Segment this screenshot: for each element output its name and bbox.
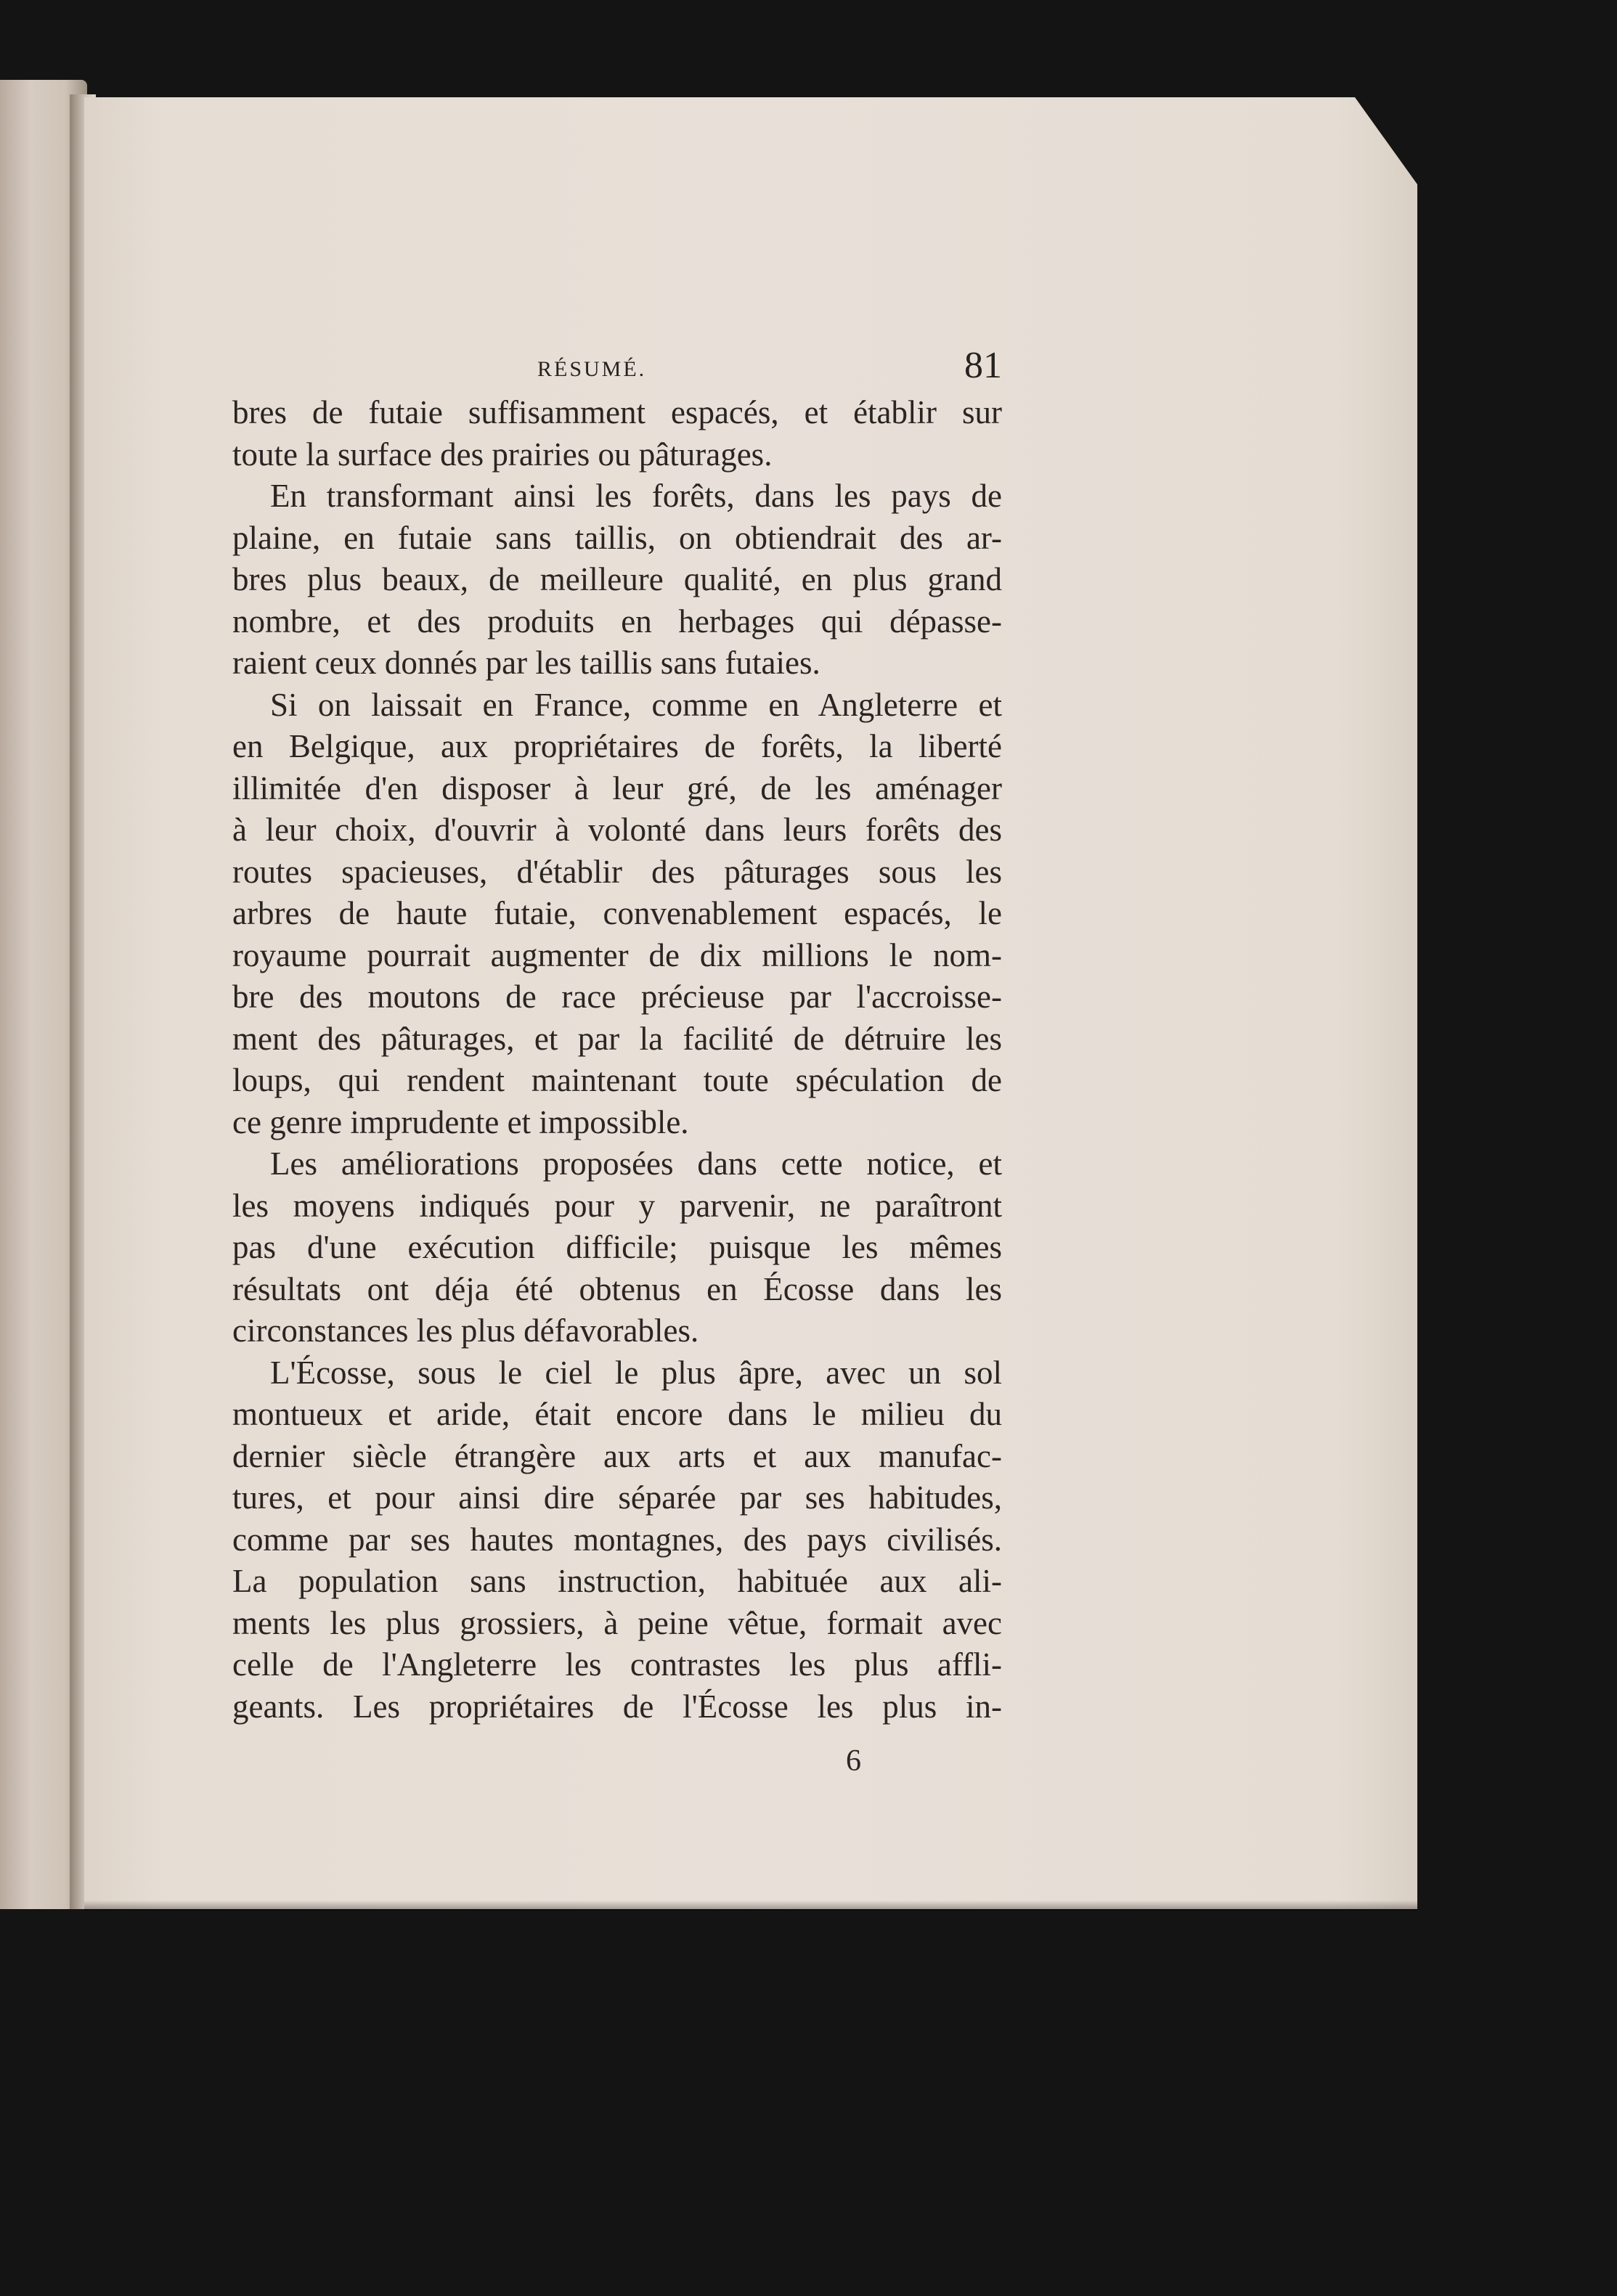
text-line: à leur choix, d'ouvrir à volonté dans leurs forêts des xyxy=(232,812,1002,848)
text-line: tures, et pour ainsi dire séparée par ses habitudes, xyxy=(232,1479,1002,1516)
text-line: routes spacieuses, d'établir des pâturages sous les xyxy=(232,853,1002,890)
text-line: nombre, et des produits en herbages qui dépasse- xyxy=(232,602,1002,640)
text-line: En transformant ainsi les forêts, dans les pays de xyxy=(270,478,1002,514)
page-header xyxy=(232,341,1002,392)
text-line: loups, qui rendent maintenant toute spéculation de xyxy=(232,1062,1002,1098)
text-line: celle de l'Angleterre les contrastes les plus affli- xyxy=(232,1646,1002,1683)
text-line: ment des pâturages, et par la facilité de détruire les xyxy=(232,1020,1002,1057)
text-line: ments les plus grossiers, à peine vêtue, formait avec xyxy=(232,1604,1002,1641)
text-line: montueux et aride, était encore dans le milieu du xyxy=(232,1396,1002,1432)
body-text xyxy=(232,392,1002,1728)
text-line: royaume pourrait augmenter de dix millions le nom- xyxy=(232,936,1002,973)
text-line: Si on laissait en France, comme en Angleterre et xyxy=(270,686,1002,723)
text-line: circonstances les plus défavorables. xyxy=(232,1312,699,1349)
running-title: RÉSUMÉ. xyxy=(537,357,647,381)
text-line: pas d'une exécution difficile; puisque les mêmes xyxy=(232,1229,1002,1265)
text-line: L'Écosse, sous le ciel le plus âpre, avec un sol xyxy=(270,1354,1002,1391)
text-line: raient ceux donnés par les taillis sans futaies. xyxy=(232,645,820,681)
text-line: comme par ses hautes montagnes, des pays civilisés. xyxy=(232,1521,1002,1558)
text-line: en Belgique, aux propriétaires de forêts, la liberté xyxy=(232,728,1002,764)
page-bottom-shadow xyxy=(84,1900,1417,1911)
signature-mark: 6 xyxy=(846,1744,861,1778)
text-line: toute la surface des prairies ou pâturages. xyxy=(232,436,773,473)
text-line: La population sans instruction, habituée aux ali- xyxy=(232,1563,1002,1599)
text-line: bres de futaie suffisamment espacés, et établir sur xyxy=(232,394,1002,430)
text-line: dernier siècle étrangère aux arts et aux manufac- xyxy=(232,1437,1002,1474)
text-line: les moyens indiqués pour y parvenir, ne paraîtront xyxy=(232,1187,1002,1224)
text-line: résultats ont déja été obtenus en Écosse dans les xyxy=(232,1270,1002,1307)
page-number: 81 xyxy=(964,345,1002,386)
text-line: bre des moutons de race précieuse par l'accroisse- xyxy=(232,979,1002,1015)
text-line: bres plus beaux, de meilleure qualité, en plus grand xyxy=(232,561,1002,597)
text-line: arbres de haute futaie, convenablement espacés, le xyxy=(232,895,1002,931)
text-line: plaine, en futaie sans taillis, on obtiendrait des ar- xyxy=(232,519,1002,556)
text-line: ce genre imprudente et impossible. xyxy=(232,1103,689,1140)
text-line: illimitée d'en disposer à leur gré, de les aménager xyxy=(232,769,1002,806)
text-line: geants. Les propriétaires de l'Écosse les plus in- xyxy=(232,1688,1002,1725)
text-line: Les améliorations proposées dans cette notice, et xyxy=(270,1145,1002,1182)
